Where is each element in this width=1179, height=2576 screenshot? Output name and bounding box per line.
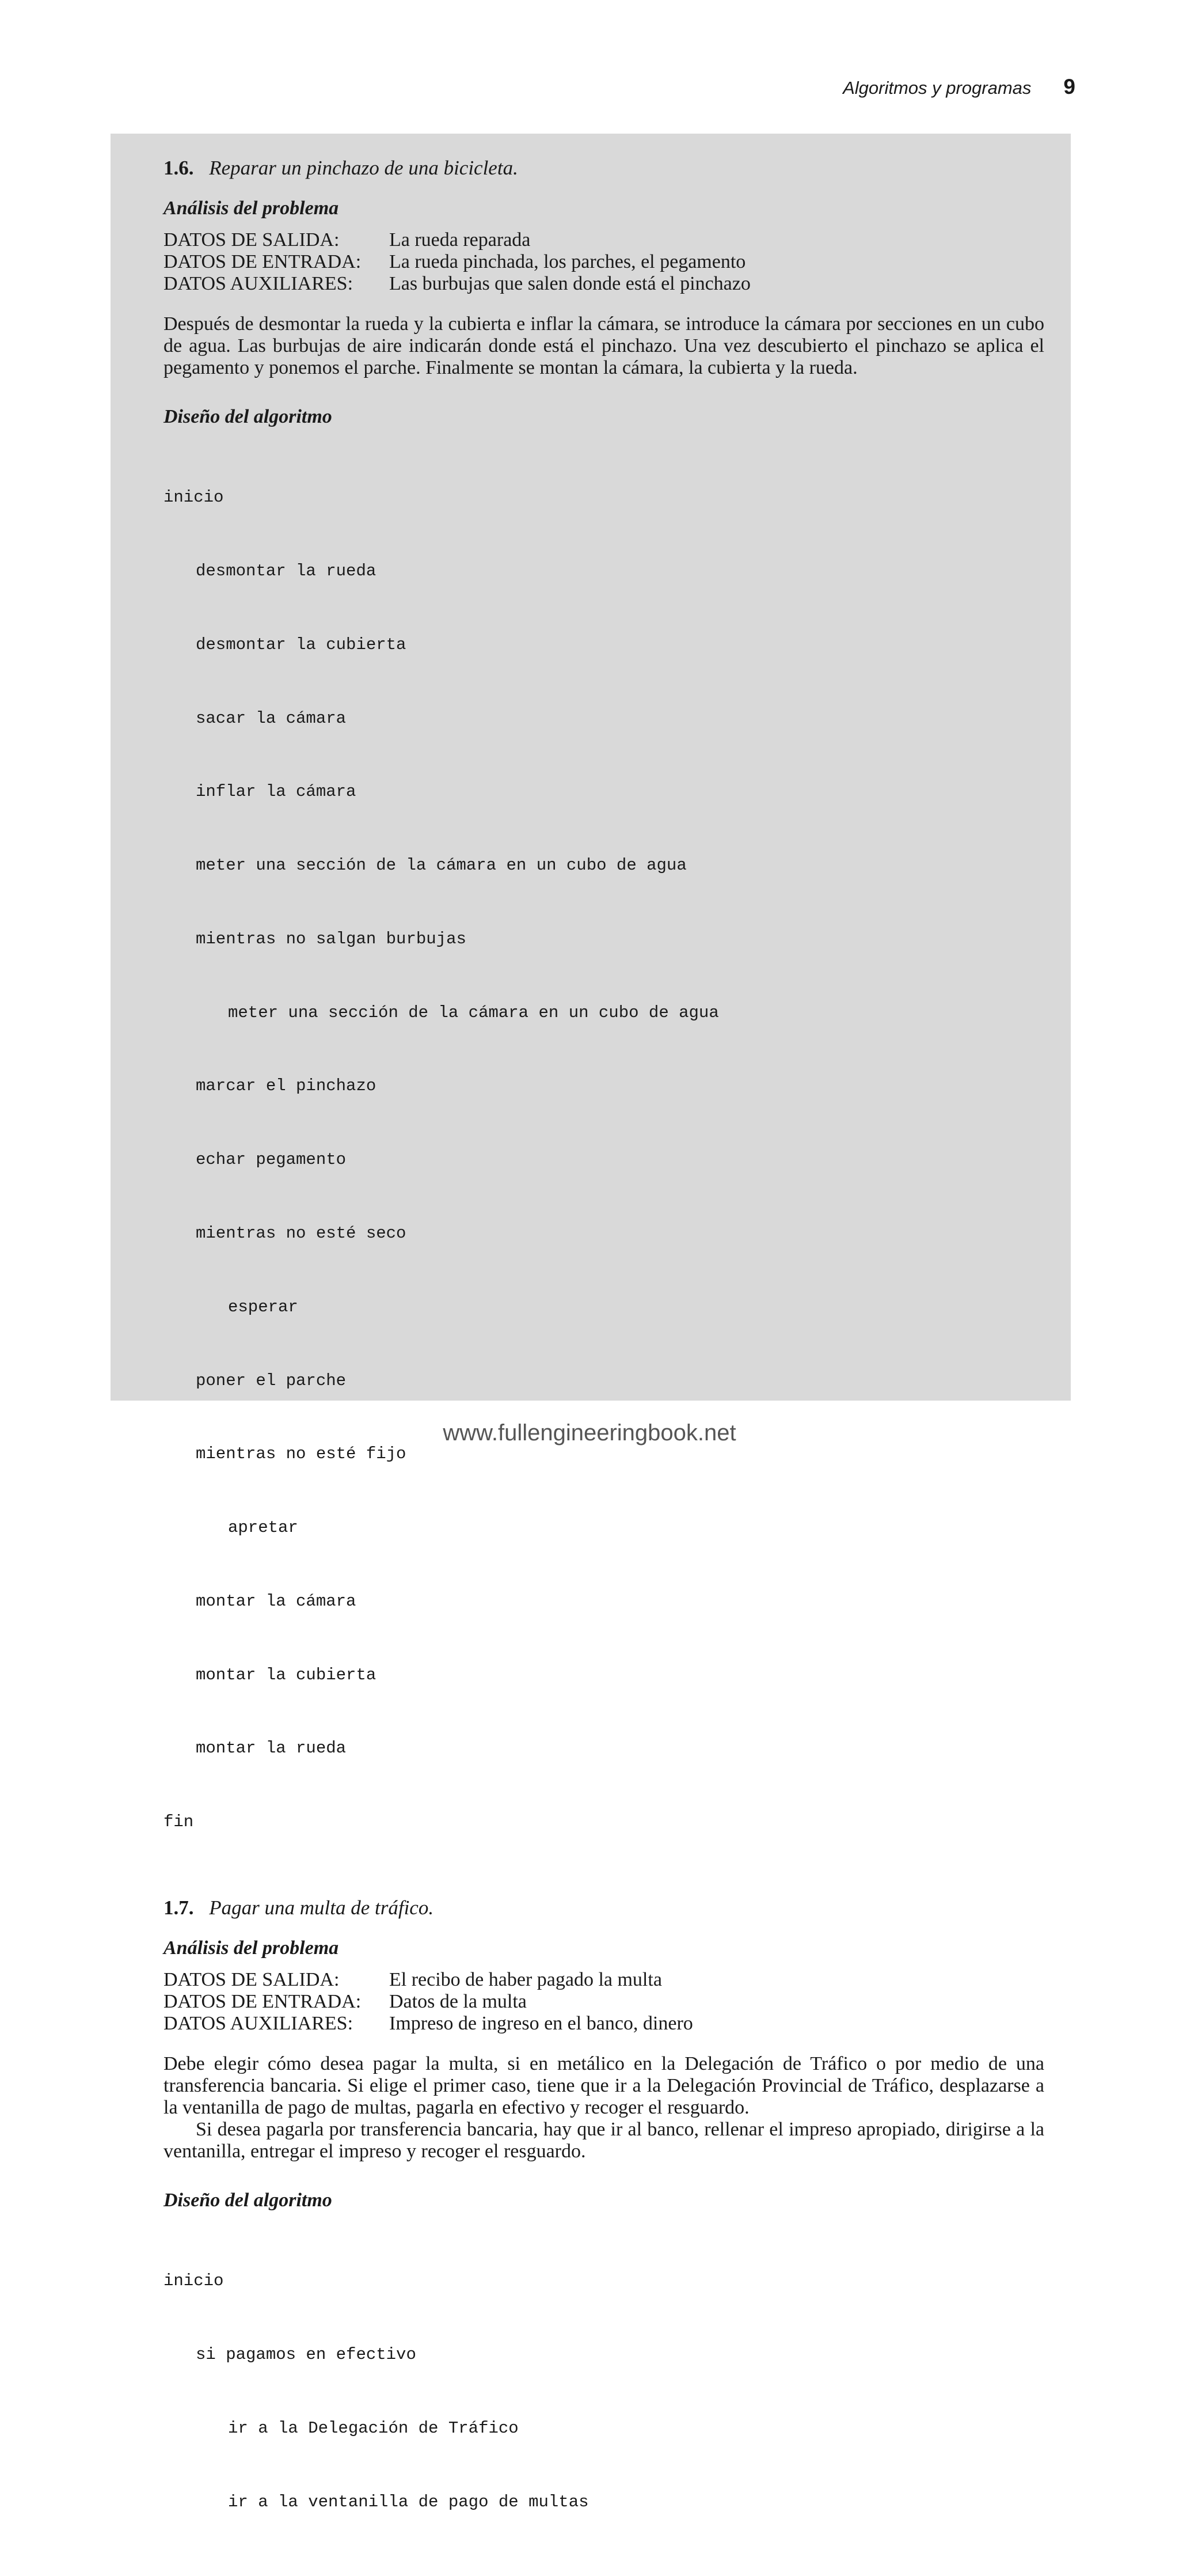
code-line: echar pegamento (196, 1150, 347, 1170)
data-label: DATOS AUXILIARES: (163, 273, 353, 294)
data-value: La rueda reparada (389, 229, 531, 251)
exercise-1-7-title (163, 1896, 1044, 1919)
data-label: DATOS DE SALIDA: (163, 1969, 340, 1991)
exercise-number: 1.7. (163, 1896, 194, 1919)
data-row (163, 229, 1044, 251)
data-value: Las burbujas que salen donde está el pinchazo (389, 273, 751, 294)
pseudocode-block (163, 437, 1044, 1884)
data-value: El recibo de haber pagado la multa (389, 1969, 662, 1991)
code-line: meter una sección de la cámara en un cubo de agua (228, 1003, 719, 1022)
data-row (163, 1969, 1044, 1991)
exercise-name: Pagar una multa de tráfico. (209, 1896, 434, 1919)
code-line: ir a la ventanilla de pago de multas (228, 2492, 589, 2511)
running-head (843, 75, 1075, 99)
data-value: La rueda pinchada, los parches, el pegamento (389, 251, 746, 272)
paragraph-block (163, 313, 1044, 379)
data-label: DATOS AUXILIARES: (163, 2013, 353, 2035)
page-number: 9 (1063, 75, 1075, 98)
code-line: ir a la Delegación de Tráfico (228, 2418, 519, 2438)
footer-url: www.fullengineeringbook.net (443, 1420, 736, 1446)
data-row (163, 1991, 1044, 2013)
code-line: desmontar la rueda (196, 561, 376, 581)
data-value: Datos de la multa (389, 1991, 527, 2013)
code-line: poner el parche (196, 1371, 347, 1390)
data-row (163, 273, 1044, 295)
analysis-heading: Análisis del problema (163, 1937, 339, 1959)
code-line: esperar (228, 1297, 298, 1317)
code-line: montar la cubierta (196, 1665, 376, 1685)
body-paragraph: Debe elegir cómo desea pagar la multa, si en metálico en la Delegación de Tráfico o por medio de una transferencia bancaria. Si elige el primer caso, tiene que ir a la Delegación Provincial de Tráfico, desplazarse a la ventanilla de pago de multas, pagarla en efectivo y recoger el resguardo. (163, 2053, 1044, 2119)
code-line: desmontar la cubierta (196, 635, 406, 654)
running-head-title: Algoritmos y programas (843, 78, 1032, 98)
code-line: inicio (163, 2271, 224, 2291)
data-label: DATOS DE ENTRADA: (163, 251, 362, 272)
data-row (163, 251, 1044, 273)
body-paragraph: Después de desmontar la rueda y la cubierta e inflar la cámara, se introduce la cámara por secciones en un cubo de agua. Las burbujas de aire indicarán donde está el pinchazo. Una vez descubierto el pinchazo se aplica el pegamento y ponemos el parche. Finalmente se montan la cámara, la cubierta y la rueda. (163, 313, 1044, 378)
design-heading: Diseño del algoritmo (163, 406, 332, 427)
exercise-name: Reparar un pinchazo de una bicicleta. (209, 157, 518, 179)
exercise-content (163, 157, 1044, 2576)
code-line: apretar (228, 1518, 298, 1538)
code-line: inicio (163, 488, 224, 507)
code-line: sacar la cámara (196, 708, 347, 728)
paragraph-block (163, 2053, 1044, 2163)
data-table (163, 229, 1044, 295)
code-line: mientras no esté fijo (196, 1444, 406, 1464)
exercise-1-6-title (163, 157, 1044, 180)
data-table (163, 1969, 1044, 2035)
data-label: DATOS DE ENTRADA: (163, 1991, 362, 2013)
design-heading: Diseño del algoritmo (163, 2190, 332, 2211)
code-line: meter una sección de la cámara en un cubo de agua (196, 856, 687, 875)
data-value: Impreso de ingreso en el banco, dinero (389, 2013, 693, 2035)
exercise-number: 1.6. (163, 157, 194, 179)
code-line: montar la cámara (196, 1591, 356, 1611)
code-line: marcar el pinchazo (196, 1076, 376, 1096)
analysis-heading: Análisis del problema (163, 198, 339, 219)
code-line: si pagamos en efectivo (196, 2345, 416, 2364)
code-line: montar la rueda (196, 1739, 347, 1758)
data-row (163, 2013, 1044, 2035)
body-paragraph: Si desea pagarla por transferencia bancaria, hay que ir al banco, rellenar el impreso apropiado, dirigirse a la ventanilla, entregar el impreso y recoger el resguardo. (163, 2119, 1044, 2163)
code-line: fin (163, 1812, 194, 1832)
code-line: mientras no esté seco (196, 1224, 406, 1243)
data-label: DATOS DE SALIDA: (163, 229, 340, 251)
code-line: mientras no salgan burbujas (196, 929, 466, 949)
code-line: inflar la cámara (196, 782, 356, 802)
pseudocode-block (163, 2220, 1044, 2563)
